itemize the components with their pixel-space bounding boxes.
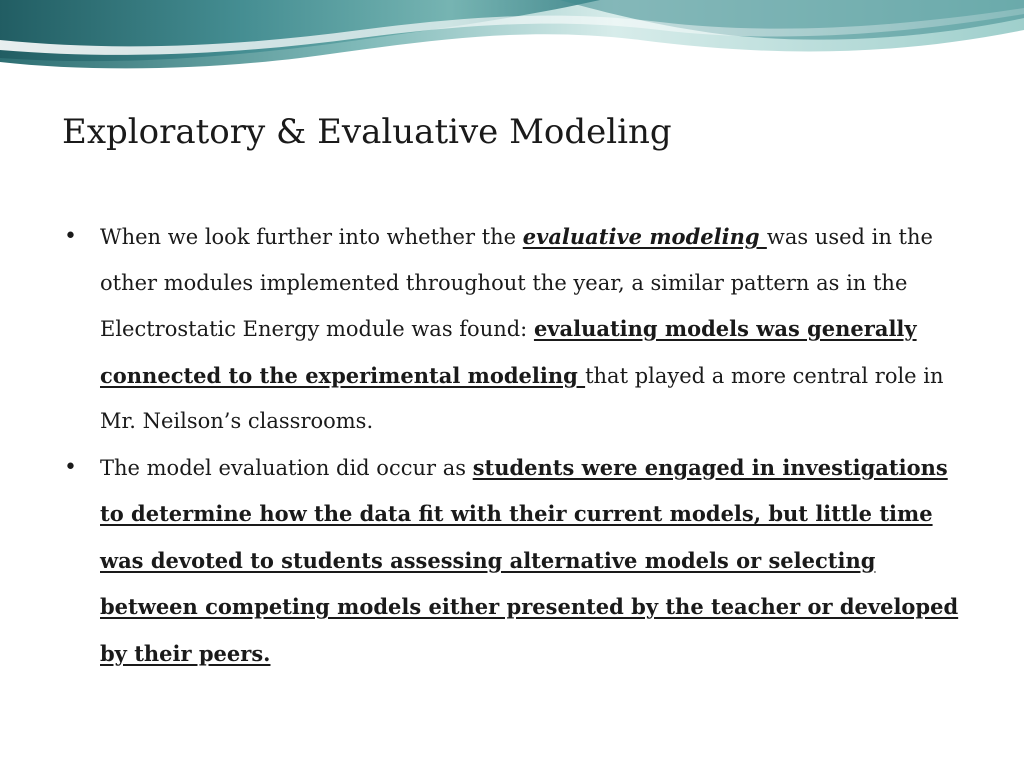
slide-title: Exploratory & Evaluative Modeling	[62, 112, 672, 152]
bullet-text: was used in the other modules implemented throughout the year, a similar pattern as in the Electrostatic Energy module was found:	[100, 225, 933, 341]
bullet-item	[62, 214, 967, 445]
bullet-text: When we look further into whether the	[100, 225, 523, 249]
emphasis-text: evaluative modeling	[522, 224, 767, 249]
bullet-dot-icon: •	[64, 454, 77, 480]
bullet-text: that played a more central role in Mr. Neilson’s classrooms.	[100, 363, 944, 433]
emphasis-text: evaluating models was generally connected to the experimental modeling	[100, 316, 917, 388]
bullet-dot-icon: •	[64, 224, 77, 249]
bullet-list	[62, 214, 967, 677]
wave-header-decoration	[0, 0, 1024, 80]
emphasis-text: students were engaged in investigations to determine how the data fit with their current models, but little time was devoted to students assessing alternative models or selecting between competing models either presented by the teacher or developed by their peers.	[100, 454, 959, 666]
bullet-text: The model evaluation did occur as	[100, 455, 473, 480]
bullet-item	[62, 445, 967, 678]
